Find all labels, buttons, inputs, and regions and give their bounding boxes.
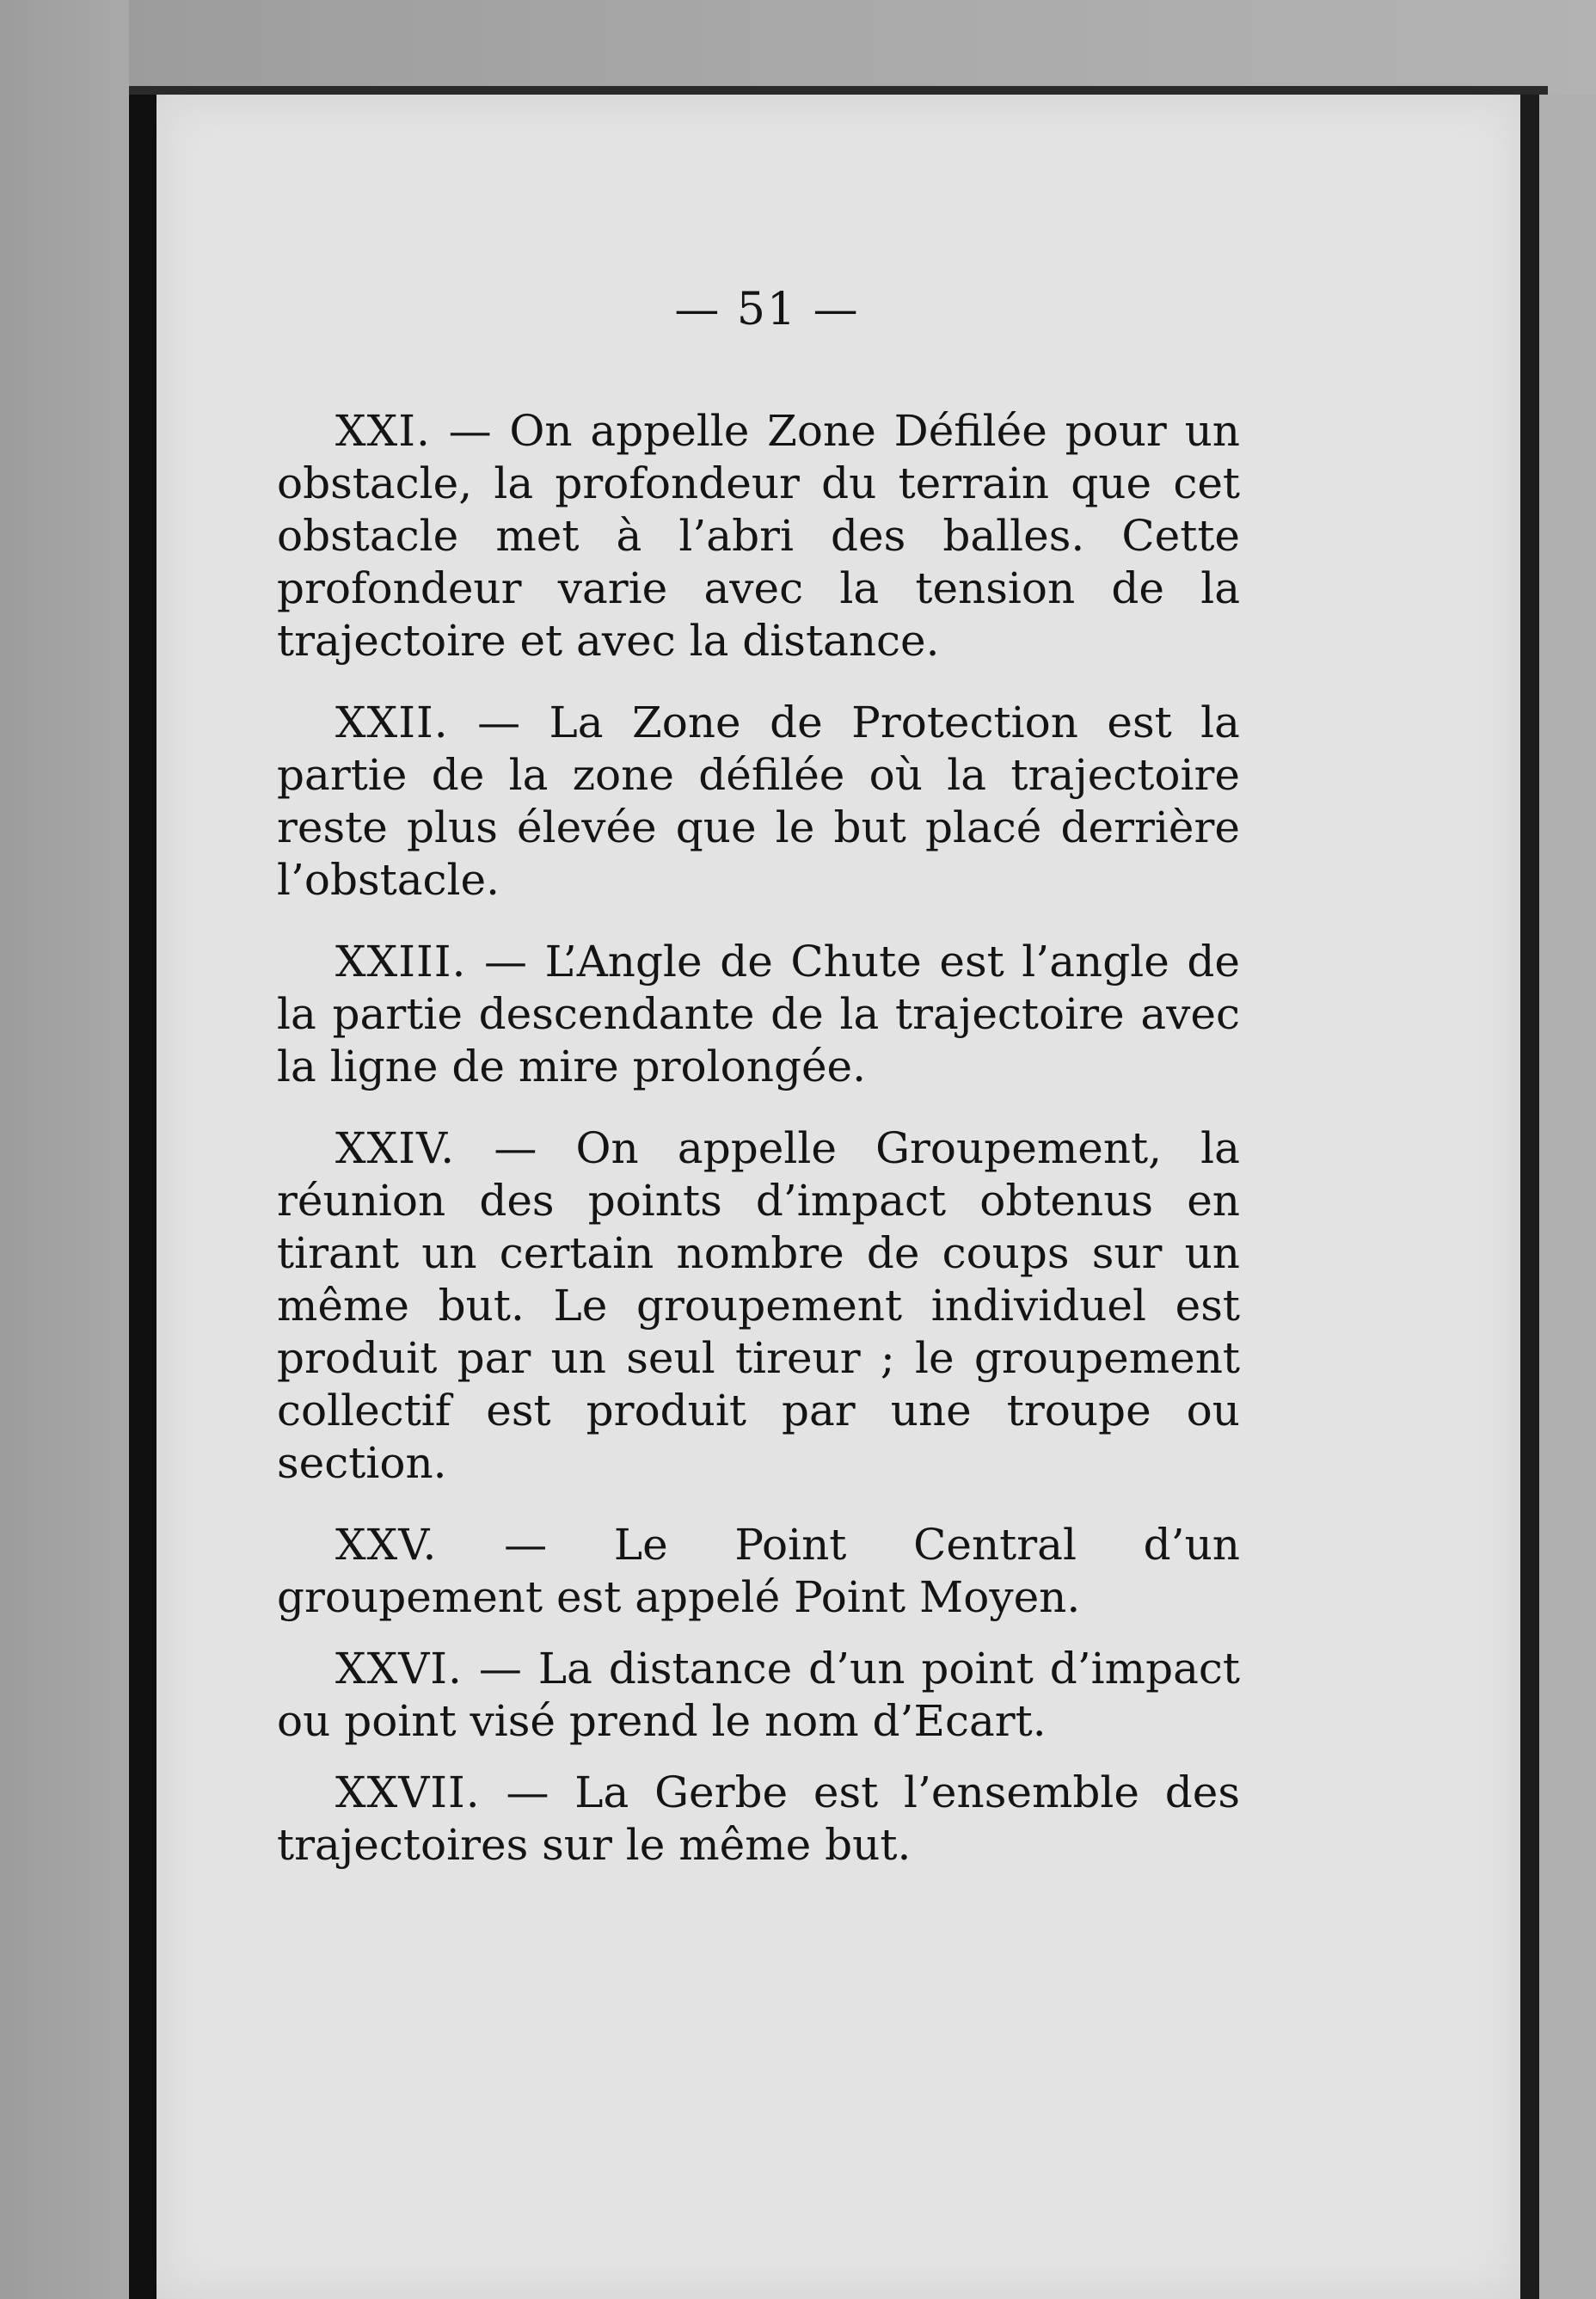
paragraph-xxiv [277,1122,1240,1490]
paragraph-numeral: XXII. [335,698,449,747]
paragraph-text: — Le Point Central d’un groupement est appelé Point Moyen. [277,1520,1240,1622]
paragraph-text: — L’Angle de Chute est l’angle de la partie descendante de la trajectoire avec la ligne de mire prolongée. [277,937,1241,1091]
paragraph-text: — La Zone de Protection est la partie de la zone défilée où la trajectoire reste plus élevée que le but placé derrière l’obstacle. [277,698,1240,905]
paragraph-numeral: XXIII. [335,937,467,987]
right-margin [1539,95,1596,2299]
paragraph-xxvii [277,1767,1240,1872]
paragraph-numeral: XXVI. [335,1644,463,1694]
page-number: — 51 — [674,284,860,335]
paragraph-text: — On appelle Zone Défilée pour un obstacle, la profondeur du terrain que cet obstacle met à l’abri des balles. Cette profondeur varie avec la tension de la trajectoire et avec la distance. [277,406,1240,666]
paragraph-xxvi [277,1643,1240,1748]
paragraph-numeral: XXVII. [335,1767,481,1817]
paragraph-xxiii [277,936,1240,1093]
paragraph-text: — La distance d’un point d’impact ou point visé prend le nom d’Ecart. [277,1644,1240,1746]
paragraph-xxv [277,1519,1240,1624]
paragraph-text: — On appelle Groupement, la réunion des points d’impact obtenus en tirant un certain nombre de coups sur un même but. Le groupement individuel est produit par un seul tireur ; le groupement collectif est produit par une troupe ou section. [277,1123,1240,1488]
book-spine-edge [129,95,157,2299]
page-right-edge [1520,95,1539,2299]
left-margin-shadow [0,0,129,2299]
paragraph-xxi [277,405,1240,667]
paragraph-numeral: XXIV. [335,1123,456,1173]
paragraph-numeral: XXV. [335,1520,438,1570]
page-text [277,284,1240,1901]
paragraph-text: — La Gerbe est l’ensemble des trajectoires sur le même but. [277,1767,1240,1870]
paragraph-numeral: XXI. [335,406,431,456]
paragraph-xxii [277,697,1240,907]
